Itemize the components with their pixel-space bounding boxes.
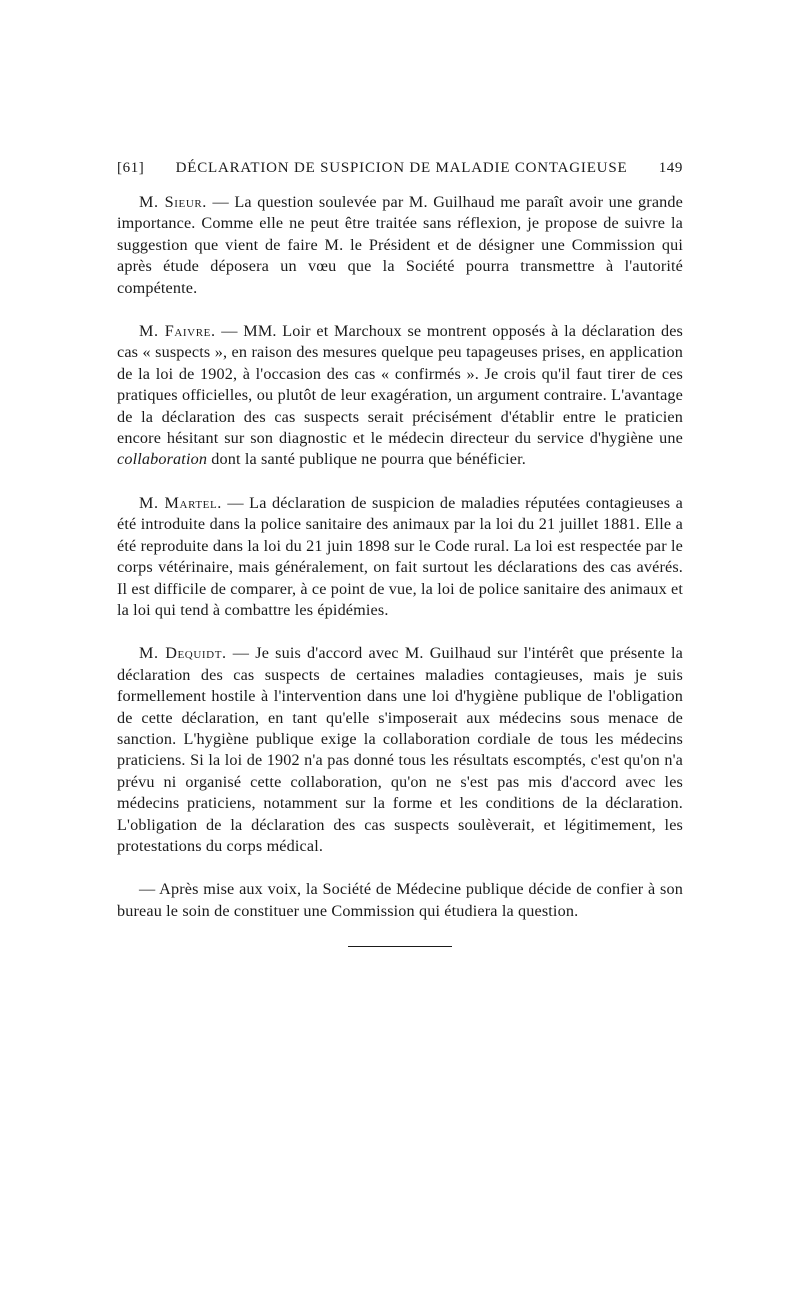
paragraph-dequidt [117,643,683,857]
paragraph-faivre [117,321,683,471]
speaker-name: M. Martel. [139,493,222,512]
paragraph-sieur [117,192,683,299]
closing-rule [348,946,452,947]
running-header [117,158,683,178]
speaker-name: M. Dequidt. [139,644,227,663]
section-marker: [61] [117,160,145,176]
paragraph-text: — La question soulevée par M. Guilhaud me paraît avoir une grande importance. Comme elle ne peut être traitée sans réflexion, je propose de suivre la suggestion que vient de faire M. le Président et de désigner une Commission qui après étude déposera un vœu que la Société pourra transmettre à l'autorité compétente. [117,193,683,297]
speaker-name: M. Sieur. [139,193,207,211]
page-number: 149 [658,160,683,176]
paragraph-text: — Après mise aux voix, la Société de Médecine publique décide de confier à son bureau le soin de constituer une Commission qui étudiera la question. [117,880,683,920]
speaker-name: M. Faivre. [139,322,216,341]
running-title: DÉCLARATION DE SUSPICION DE MALADIE CONTAGIEUSE [175,160,628,176]
paragraph-text: — MM. Loir et Marchoux se montrent opposés à la déclaration des cas « suspects », en raison des mesures quelque peu tapageuses prises, en application de la loi de 1902, à l'occasion des cas « confirmés ». Je crois qu'il faut tirer de ces pratiques officielles, ou plutôt de leur exagération, un argument contraire. L'avantage de la déclaration des cas suspects serait précisément d'établir entre le praticien encore hésitant sur son diagnostic et le médecin directeur du service d'hygiène une [117,322,683,448]
document-page [117,158,683,947]
paragraph-text-continued: dont la santé publique ne pourra que bénéficier. [207,450,526,469]
paragraph-text: — Je suis d'accord avec M. Guilhaud sur l'intérêt que présente la déclaration des cas suspects de certaines maladies contagieuses, mais je suis formellement hostile à l'intervention dans une loi d'hygiène publique de l'obligation de cette déclaration, en tant qu'elle s'imposerait aux médecins sous menace de sanction. L'hygiène publique exige la collaboration cordiale de tous les médecins praticiens. Si la loi de 1902 n'a pas donné tous les résultats escomptés, c'est qu'on n'a prévu ni organisé cette collaboration, qu'on ne s'est pas mis d'accord avec les médecins praticiens, notamment sur la forme et les conditions de la déclaration. L'obligation de la déclaration des cas suspects soulèverait, et légitimement, les protestations du corps médical. [117,644,684,855]
paragraph-text: — La déclaration de suspicion de maladies réputées contagieuses a été introduite dans la police sanitaire des animaux par la loi du 21 juillet 1881. Elle a été reproduite dans la loi du 21 juin 1898 sur le Code rural. La loi est respectée par le corps vétérinaire, mais généralement, on fait surtout les déclarations des cas avérés. Il est difficile de comparer, à ce point de vue, la loi de police sanitaire des animaux et la loi qui tend à combattre les épidémies. [117,493,683,619]
paragraph-martel [117,493,683,621]
emphasis-text: collaboration [117,450,208,469]
paragraph-vote [117,879,683,922]
